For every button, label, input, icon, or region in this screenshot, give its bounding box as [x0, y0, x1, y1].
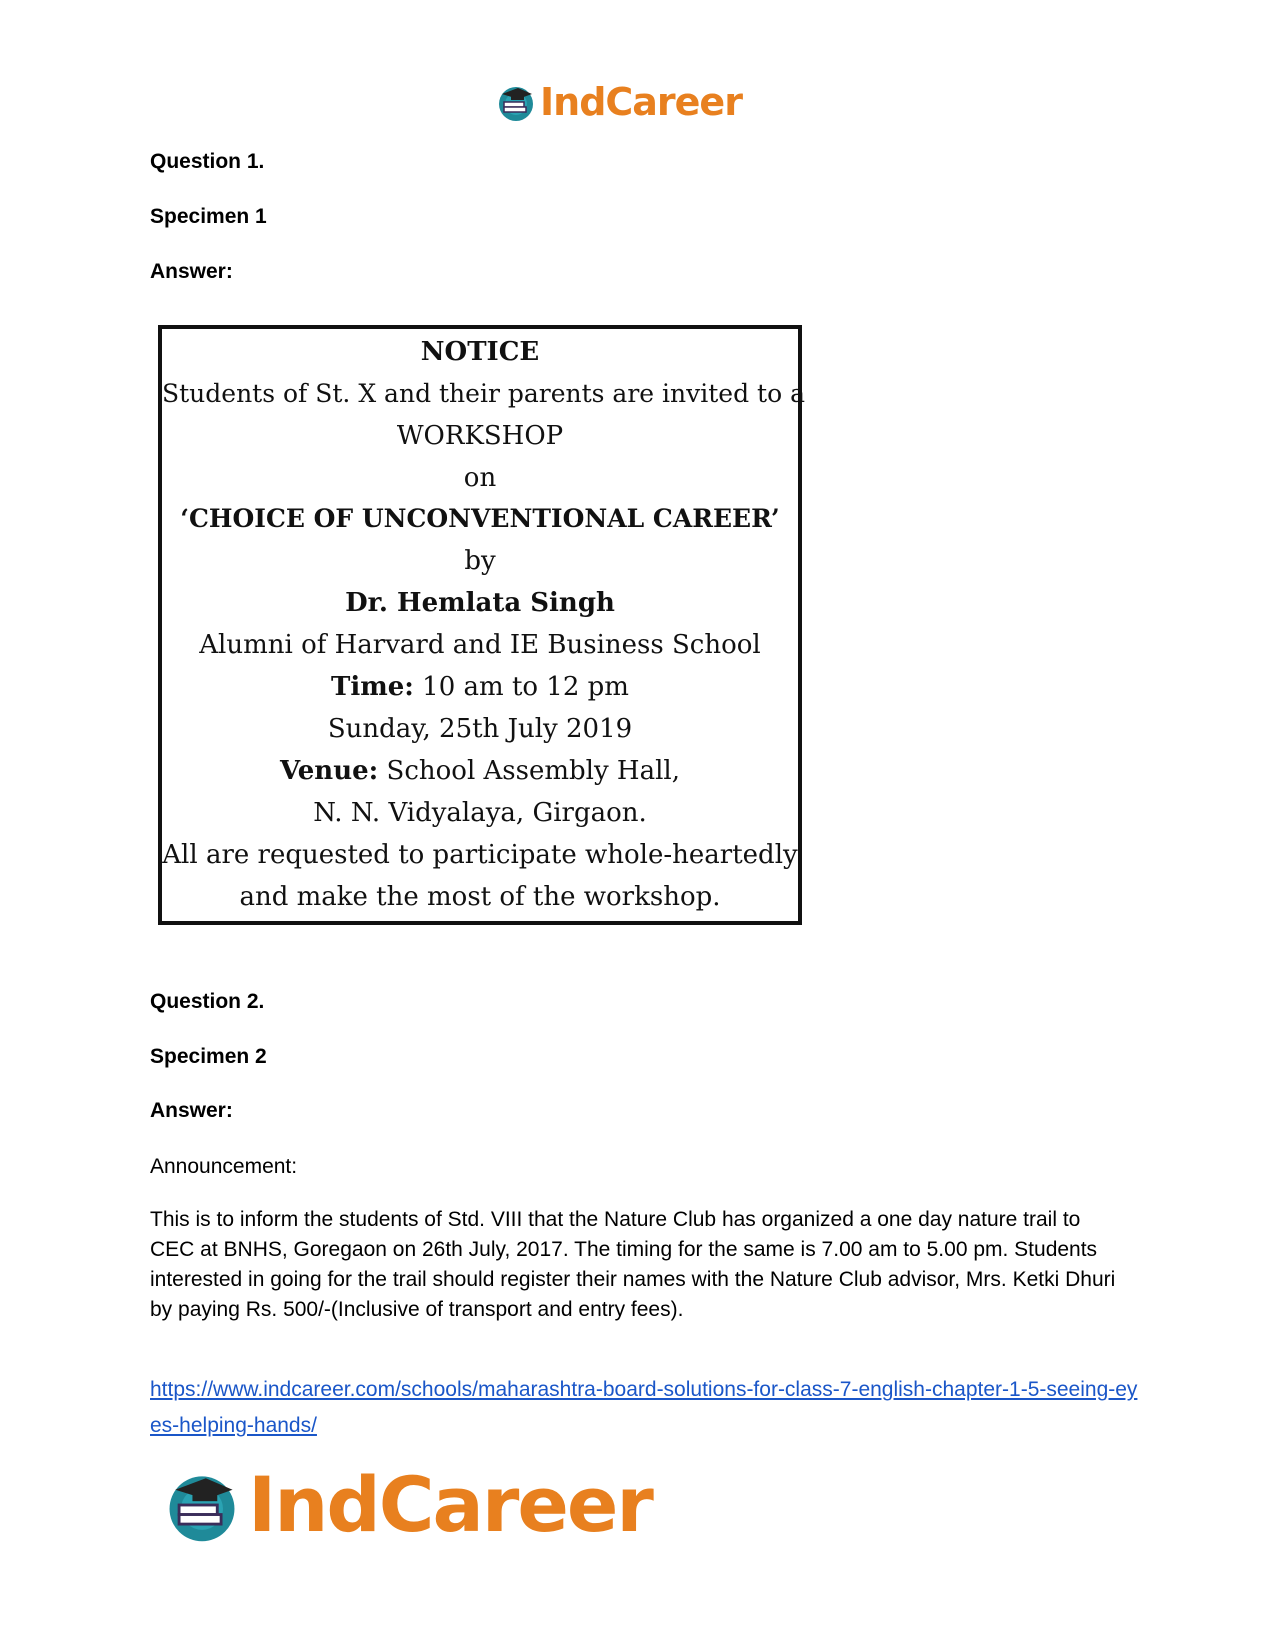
source-link[interactable]: https://www.indcareer.com/schools/maharashtra-board-solutions-for-class-7-english-chapter-1-5-seeing-eyes-helping-hands/ [150, 1378, 1138, 1437]
notice-venue: Venue: School Assembly Hall, [279, 756, 681, 786]
announcement-text: This is to inform the students of Std. VIII that the Nature Club has organized a one day nature trail to CEC at BNHS, Goregaon on 26th July, 2017. The timing for the same is 7.00 am to 5.00 pm. Students interested in going for the trail should register their names with the Nature Club advisor, Mrs. Ketki Dhuri by paying Rs. 500/-(Inclusive of transport and entry fees). [150, 1208, 1116, 1321]
notice-closing-2: and make the most of the workshop. [239, 882, 721, 912]
logo-wordmark: IndCareer [248, 1460, 652, 1549]
notice-workshop: WORKSHOP [396, 421, 564, 451]
notice-by: by [464, 546, 496, 576]
notice-speaker-desc: Alumni of Harvard and IE Business School [199, 630, 761, 660]
header-logo [494, 80, 742, 124]
answer-2-heading: Answer: [150, 1099, 233, 1122]
notice-venue-line2: N. N. Vidyalaya, Girgaon. [313, 798, 647, 828]
notice-box [158, 325, 805, 925]
specimen-2-heading: Specimen 2 [150, 1045, 267, 1068]
notice-speaker: Dr. Hemlata Singh [345, 588, 615, 618]
notice-date: Sunday, 25th July 2019 [327, 714, 633, 744]
specimen-1-heading: Specimen 1 [150, 205, 267, 228]
notice-time: Time: 10 am to 12 pm [331, 672, 629, 702]
graduation-cap-book-icon [494, 80, 538, 124]
announcement-label: Announcement: [150, 1155, 298, 1178]
question-1-heading: Question 1. [150, 150, 265, 173]
notice-title: NOTICE [420, 337, 540, 367]
question-2-heading: Question 2. [150, 990, 265, 1013]
logo-wordmark: IndCareer [540, 80, 742, 124]
answer-1-heading: Answer: [150, 260, 233, 283]
graduation-cap-book-icon [160, 1463, 244, 1547]
notice-topic: ‘CHOICE OF UNCONVENTIONAL CAREER’ [180, 504, 780, 533]
footer-logo [160, 1460, 652, 1549]
notice-on: on [463, 463, 497, 493]
notice-invite-line: Students of St. X and their parents are invited to a [162, 379, 805, 408]
notice-closing-1: All are requested to participate whole-heartedly [162, 840, 798, 870]
